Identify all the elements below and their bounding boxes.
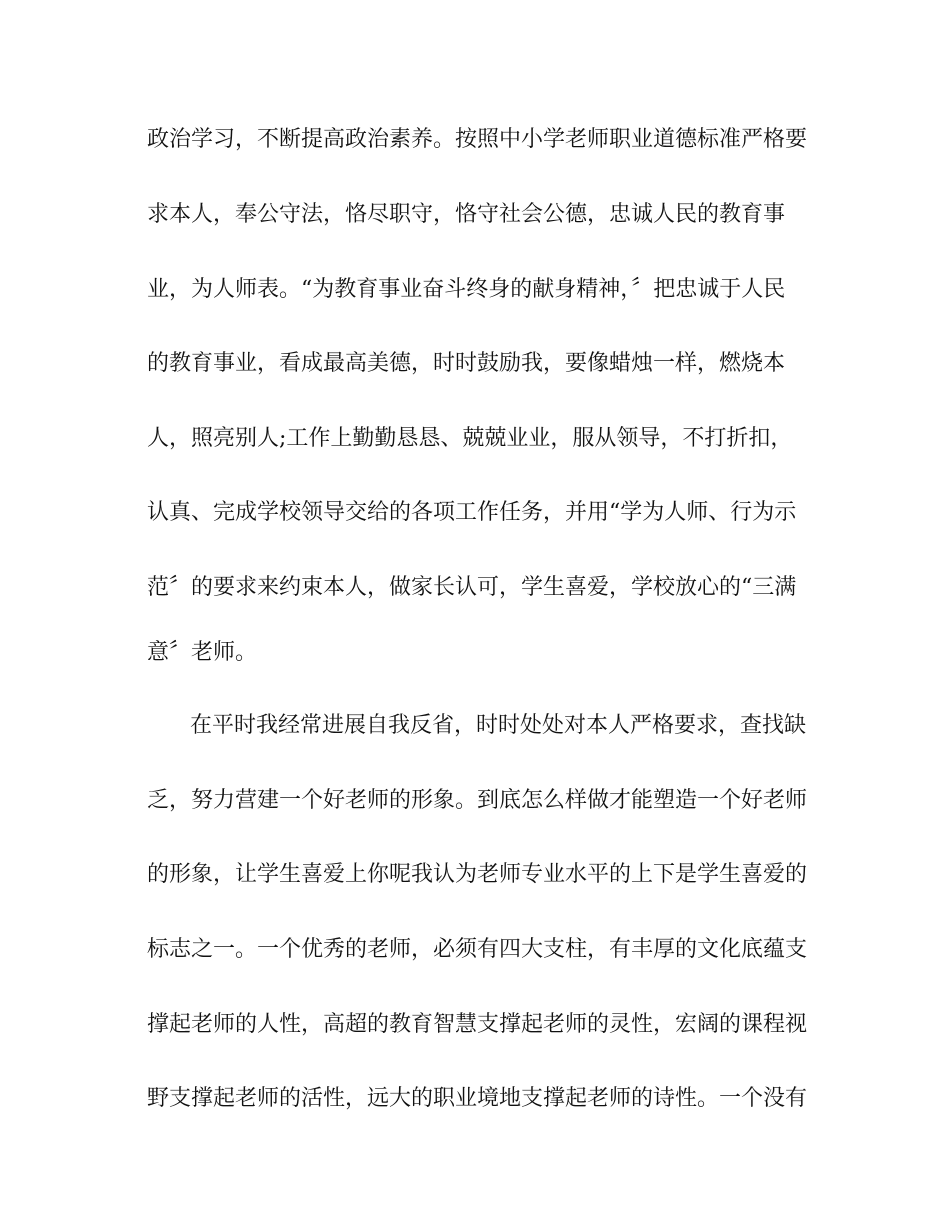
text-line: 野支撑起老师的活性，远大的职业境地支撑起老师的诗性。一个没有 (147, 1086, 808, 1111)
text-line: 的教育事业，看成最高美德，时时鼓励我，要像蜡烛一样，燃烧本 (147, 351, 786, 376)
text-line: 的形象，让学生喜爱上你呢我认为老师专业水平的上下是学生喜爱的 (147, 862, 808, 887)
text-line: 求本人，奉公守法，恪尽职守，恪守社会公德，忠诚人民的教育事 (147, 202, 786, 227)
paragraph-start-line: 在平时我经常进展自我反省，时时处处对本人严格要求，查找缺 (190, 713, 807, 738)
text-line: 撑起老师的人性，高超的教育智慧支撑起老师的灵性，宏阔的课程视 (147, 1012, 808, 1037)
text-line: 人，照亮别人;工作上勤勤恳恳、兢兢业业，服从领导，不打折扣， (147, 426, 793, 451)
text-line: 范〞的要求来约束本人，做家长认可，学生喜爱，学校放心的“三满 (147, 575, 797, 600)
text-line: 认真、完成学校领导交给的各项工作任务，并用“学为人师、行为示 (147, 500, 797, 525)
text-line: 政治学习，不断提高政治素养。按照中小学老师职业道德标准严格要 (147, 127, 808, 152)
text-line: 乏，努力营建一个好老师的形象。到底怎么样做才能塑造一个好老师 (147, 788, 808, 813)
text-line: 业，为人师表。“为教育事业奋斗终身的献身精神，〞把忠诚于人民 (147, 277, 786, 302)
text-line: 意〞老师。 (147, 640, 258, 665)
text-line: 标志之一。一个优秀的老师，必须有四大支柱，有丰厚的文化底蕴支 (147, 937, 808, 962)
